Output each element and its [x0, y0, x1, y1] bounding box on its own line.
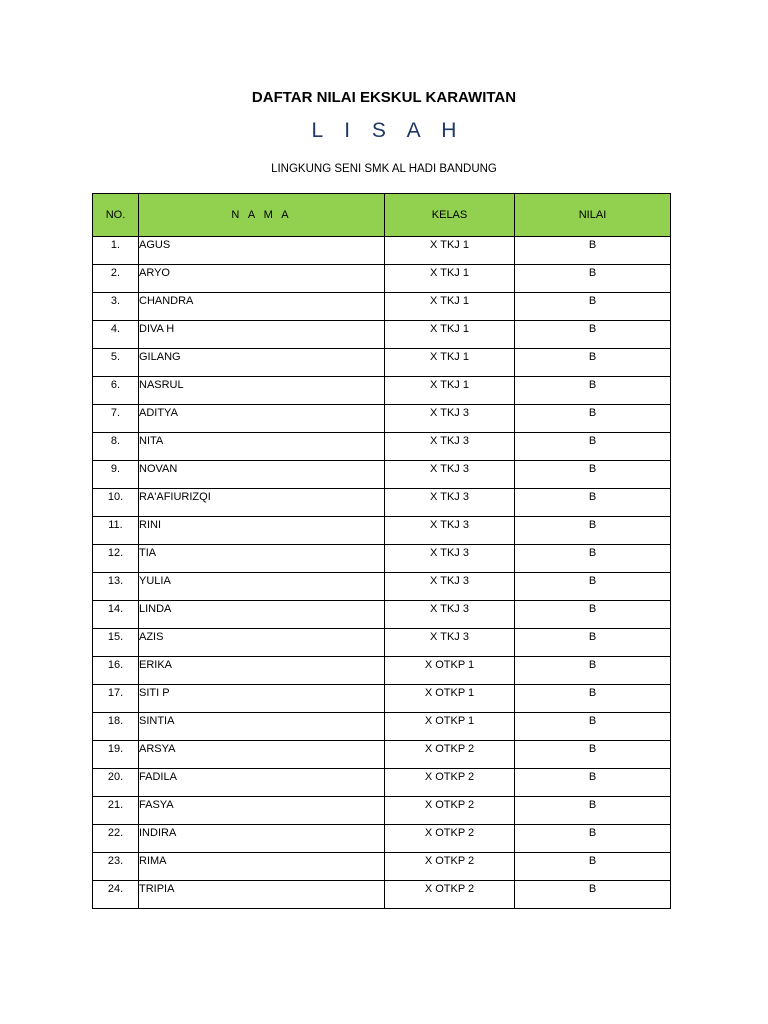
- cell-nilai: B: [515, 797, 671, 825]
- cell-kelas: X TKJ 3: [385, 629, 515, 657]
- cell-no: 15.: [93, 629, 139, 657]
- cell-nama: SINTIA: [139, 713, 385, 741]
- table-row: [93, 601, 671, 629]
- cell-no: 10.: [93, 489, 139, 517]
- table-row: [93, 293, 671, 321]
- cell-nilai: B: [515, 601, 671, 629]
- cell-no: 23.: [93, 853, 139, 881]
- table-row: [93, 853, 671, 881]
- cell-kelas: X TKJ 3: [385, 545, 515, 573]
- cell-nama: FASYA: [139, 797, 385, 825]
- header-no: NO.: [93, 194, 139, 237]
- header-nilai: NILAI: [515, 194, 671, 237]
- cell-no: 4.: [93, 321, 139, 349]
- header-kelas: KELAS: [385, 194, 515, 237]
- table-row: [93, 517, 671, 545]
- cell-no: 1.: [93, 237, 139, 265]
- table-row: [93, 377, 671, 405]
- cell-nilai: B: [515, 685, 671, 713]
- document-title: DAFTAR NILAI EKSKUL KARAWITAN: [251, 89, 517, 106]
- table-row: [93, 573, 671, 601]
- cell-no: 19.: [93, 741, 139, 769]
- cell-nama: DIVA H: [139, 321, 385, 349]
- cell-kelas: X OTKP 1: [385, 657, 515, 685]
- cell-no: 22.: [93, 825, 139, 853]
- cell-no: 20.: [93, 769, 139, 797]
- cell-no: 5.: [93, 349, 139, 377]
- cell-no: 8.: [93, 433, 139, 461]
- cell-no: 12.: [93, 545, 139, 573]
- cell-kelas: X TKJ 3: [385, 573, 515, 601]
- table-row: [93, 881, 671, 909]
- cell-nilai: B: [515, 489, 671, 517]
- cell-nama: RIMA: [139, 853, 385, 881]
- table-row: [93, 265, 671, 293]
- cell-kelas: X TKJ 1: [385, 321, 515, 349]
- cell-kelas: X TKJ 1: [385, 265, 515, 293]
- cell-nilai: B: [515, 713, 671, 741]
- cell-nama: YULIA: [139, 573, 385, 601]
- table-row: [93, 741, 671, 769]
- cell-kelas: X TKJ 3: [385, 489, 515, 517]
- cell-nama: RINI: [139, 517, 385, 545]
- cell-kelas: X OTKP 2: [385, 881, 515, 909]
- cell-nilai: B: [515, 741, 671, 769]
- cell-no: 18.: [93, 713, 139, 741]
- table-row: [93, 769, 671, 797]
- cell-nilai: B: [515, 405, 671, 433]
- cell-nama: AGUS: [139, 237, 385, 265]
- cell-nilai: B: [515, 377, 671, 405]
- table-row: [93, 489, 671, 517]
- cell-kelas: X OTKP 1: [385, 685, 515, 713]
- table-row: [93, 657, 671, 685]
- table-row: [93, 433, 671, 461]
- cell-no: 3.: [93, 293, 139, 321]
- table-row: [93, 685, 671, 713]
- cell-nama: GILANG: [139, 349, 385, 377]
- cell-nilai: B: [515, 629, 671, 657]
- cell-kelas: X TKJ 3: [385, 461, 515, 489]
- cell-nama: LINDA: [139, 601, 385, 629]
- cell-nama: NOVAN: [139, 461, 385, 489]
- cell-nilai: B: [515, 573, 671, 601]
- table-row: [93, 405, 671, 433]
- cell-no: 9.: [93, 461, 139, 489]
- cell-nama: ERIKA: [139, 657, 385, 685]
- header-nama: N A M A: [139, 194, 385, 237]
- table-row: [93, 461, 671, 489]
- cell-kelas: X OTKP 2: [385, 769, 515, 797]
- cell-nilai: B: [515, 237, 671, 265]
- cell-nama: NITA: [139, 433, 385, 461]
- cell-kelas: X TKJ 1: [385, 237, 515, 265]
- cell-no: 2.: [93, 265, 139, 293]
- cell-kelas: X OTKP 2: [385, 741, 515, 769]
- cell-no: 14.: [93, 601, 139, 629]
- cell-no: 17.: [93, 685, 139, 713]
- cell-nama: ARSYA: [139, 741, 385, 769]
- cell-nama: AZIS: [139, 629, 385, 657]
- cell-kelas: X TKJ 3: [385, 517, 515, 545]
- table-row: [93, 321, 671, 349]
- cell-nama: ADITYA: [139, 405, 385, 433]
- document-subtitle: L I S A H: [311, 119, 465, 142]
- cell-kelas: X OTKP 2: [385, 797, 515, 825]
- cell-nama: FADILA: [139, 769, 385, 797]
- table-header: [93, 194, 671, 237]
- cell-no: 24.: [93, 881, 139, 909]
- cell-no: 6.: [93, 377, 139, 405]
- cell-nilai: B: [515, 853, 671, 881]
- grades-table: [92, 193, 671, 909]
- cell-kelas: X TKJ 1: [385, 377, 515, 405]
- cell-no: 11.: [93, 517, 139, 545]
- cell-nilai: B: [515, 433, 671, 461]
- cell-no: 7.: [93, 405, 139, 433]
- cell-kelas: X TKJ 3: [385, 433, 515, 461]
- table-row: [93, 797, 671, 825]
- cell-no: 16.: [93, 657, 139, 685]
- cell-nama: RA'AFIURIZQI: [139, 489, 385, 517]
- cell-nama: ARYO: [139, 265, 385, 293]
- cell-nilai: B: [515, 517, 671, 545]
- cell-kelas: X OTKP 2: [385, 853, 515, 881]
- cell-nilai: B: [515, 825, 671, 853]
- header-row: [93, 194, 671, 237]
- cell-nama: CHANDRA: [139, 293, 385, 321]
- cell-nama: INDIRA: [139, 825, 385, 853]
- cell-nilai: B: [515, 461, 671, 489]
- cell-nilai: B: [515, 657, 671, 685]
- cell-kelas: X OTKP 1: [385, 713, 515, 741]
- cell-kelas: X TKJ 3: [385, 405, 515, 433]
- cell-kelas: X TKJ 3: [385, 601, 515, 629]
- cell-kelas: X OTKP 2: [385, 825, 515, 853]
- cell-kelas: X TKJ 1: [385, 293, 515, 321]
- cell-nilai: B: [515, 769, 671, 797]
- organization-name: LINGKUNG SENI SMK AL HADI BANDUNG: [271, 163, 497, 175]
- cell-no: 13.: [93, 573, 139, 601]
- table-row: [93, 825, 671, 853]
- cell-nilai: B: [515, 349, 671, 377]
- cell-nama: TIA: [139, 545, 385, 573]
- table-body: [93, 237, 671, 909]
- cell-nilai: B: [515, 321, 671, 349]
- table-row: [93, 629, 671, 657]
- table-row: [93, 349, 671, 377]
- cell-no: 21.: [93, 797, 139, 825]
- table-row: [93, 237, 671, 265]
- cell-nilai: B: [515, 881, 671, 909]
- cell-nilai: B: [515, 293, 671, 321]
- cell-nilai: B: [515, 545, 671, 573]
- cell-nama: SITI P: [139, 685, 385, 713]
- cell-kelas: X TKJ 1: [385, 349, 515, 377]
- table-row: [93, 713, 671, 741]
- cell-nama: NASRUL: [139, 377, 385, 405]
- cell-nama: TRIPIA: [139, 881, 385, 909]
- cell-nilai: B: [515, 265, 671, 293]
- table-row: [93, 545, 671, 573]
